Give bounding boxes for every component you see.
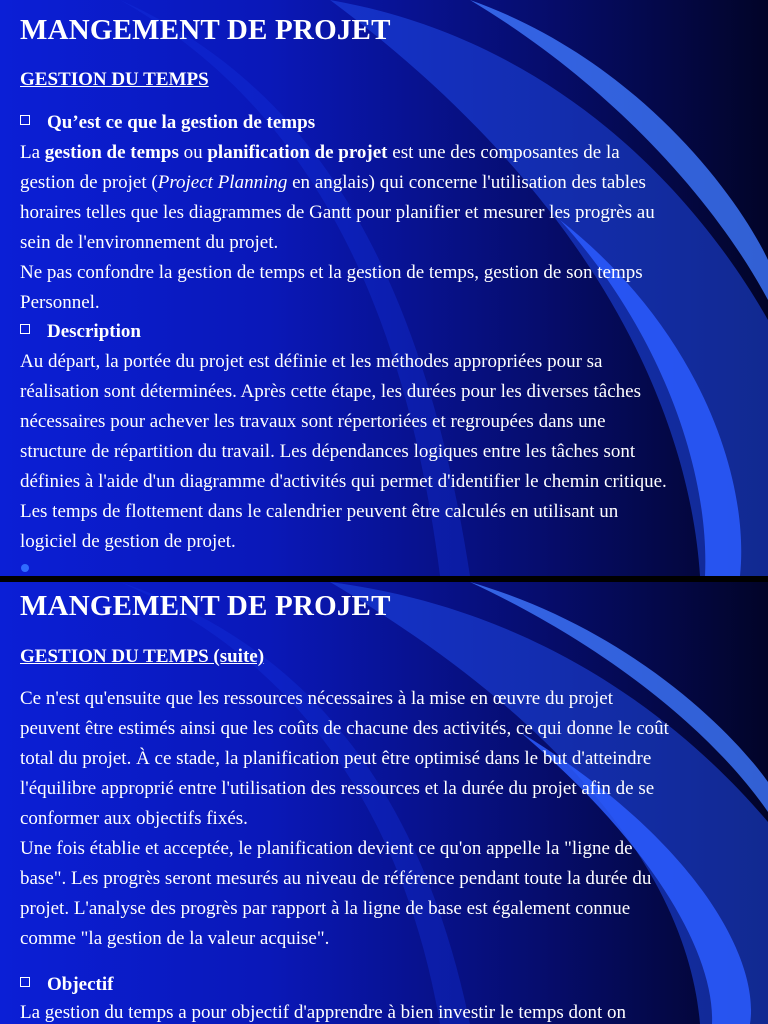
text-line: l'équilibre approprié entre l'utilisation des ressources et la durée du projet afin de se (20, 778, 655, 799)
square-bullet-icon (20, 324, 30, 334)
text-bold: planification de projet (207, 142, 388, 163)
text-line: Les temps de flottement dans le calendrier peuvent être calculés en utilisant un (20, 501, 619, 522)
bullet-label: Objectif (47, 974, 114, 995)
bullet-heading (20, 112, 315, 134)
page-title: MANGEMENT DE PROJET (20, 590, 391, 622)
text-line: conformer aux objectifs fixés. (20, 808, 248, 829)
bullet-label: Description (47, 321, 141, 342)
text-line: définies à l'aide d'un diagramme d'activités qui permet d'identifier le chemin critique. (20, 471, 667, 492)
text-line: total du projet. À ce stade, la planification peut être optimisé dans le but d'atteindre (20, 748, 652, 769)
text-line: Ne pas confondre la gestion de temps et la gestion de temps, gestion de son temps (20, 262, 643, 283)
text-run: La (20, 142, 45, 163)
paragraph-continuation (20, 684, 669, 954)
page-title: MANGEMENT DE PROJET (20, 14, 391, 46)
text-line: Personnel. (20, 292, 100, 313)
text-line (20, 168, 655, 198)
text-run: gestion de projet ( (20, 172, 158, 193)
paragraph-description (20, 347, 667, 557)
text-italic: Project Planning (157, 172, 288, 193)
text-line: structure de répartition du travail. Les dépendances logiques entre les tâches sont (20, 441, 636, 462)
square-bullet-icon (20, 977, 30, 987)
text-line: Une fois établie et acceptée, le planification devient ce qu'on appelle la "ligne de (20, 838, 633, 859)
text-line: peuvent être estimés ainsi que les coûts de chacune des activités, ce qui donne le coût (20, 718, 669, 739)
bullet-heading (20, 974, 113, 996)
text-line: Au départ, la portée du projet est définie et les méthodes appropriées pour sa (20, 351, 603, 372)
paragraph-definition (20, 138, 655, 318)
text-line: nécessaires pour achever les travaux sont répertoriées et regroupées dans une (20, 411, 606, 432)
bullet-label: Qu’est ce que la gestion de temps (47, 112, 316, 133)
text-line (20, 138, 655, 168)
text-line: horaires telles que les diagrammes de Gantt pour planifier et mesurer les progrès au (20, 202, 655, 223)
text-line: logiciel de gestion de projet. (20, 531, 236, 552)
bullet-dot-icon (21, 564, 29, 572)
text-run: en anglais) qui concerne l'utilisation des tables (287, 172, 646, 193)
square-bullet-icon (20, 115, 30, 125)
text-line: comme "la gestion de la valeur acquise". (20, 928, 330, 949)
section-subtitle: GESTION DU TEMPS (20, 69, 209, 90)
text-run: ou (178, 142, 208, 163)
text-line: réalisation sont déterminées. Après cette étape, les durées pour les diverses tâches (20, 381, 641, 402)
text-line: Ce n'est qu'ensuite que les ressources nécessaires à la mise en œuvre du projet (20, 688, 614, 709)
slide-2 (0, 582, 768, 1024)
section-subtitle: GESTION DU TEMPS (suite) (20, 646, 265, 667)
text-line: base". Les progrès seront mesurés au niveau de référence pendant toute la durée du (20, 868, 652, 889)
text-line: projet. L'analyse des progrès par rapport à la ligne de base est également connue (20, 898, 631, 919)
text-run: est une des composantes de la (387, 142, 620, 163)
paragraph-objective (20, 998, 626, 1024)
text-line: sein de l'environnement du projet. (20, 232, 279, 253)
text-bold: gestion de temps (44, 142, 179, 163)
text-line: La gestion du temps a pour objectif d'apprendre à bien investir le temps dont on (20, 1002, 626, 1023)
bullet-heading (20, 321, 141, 343)
